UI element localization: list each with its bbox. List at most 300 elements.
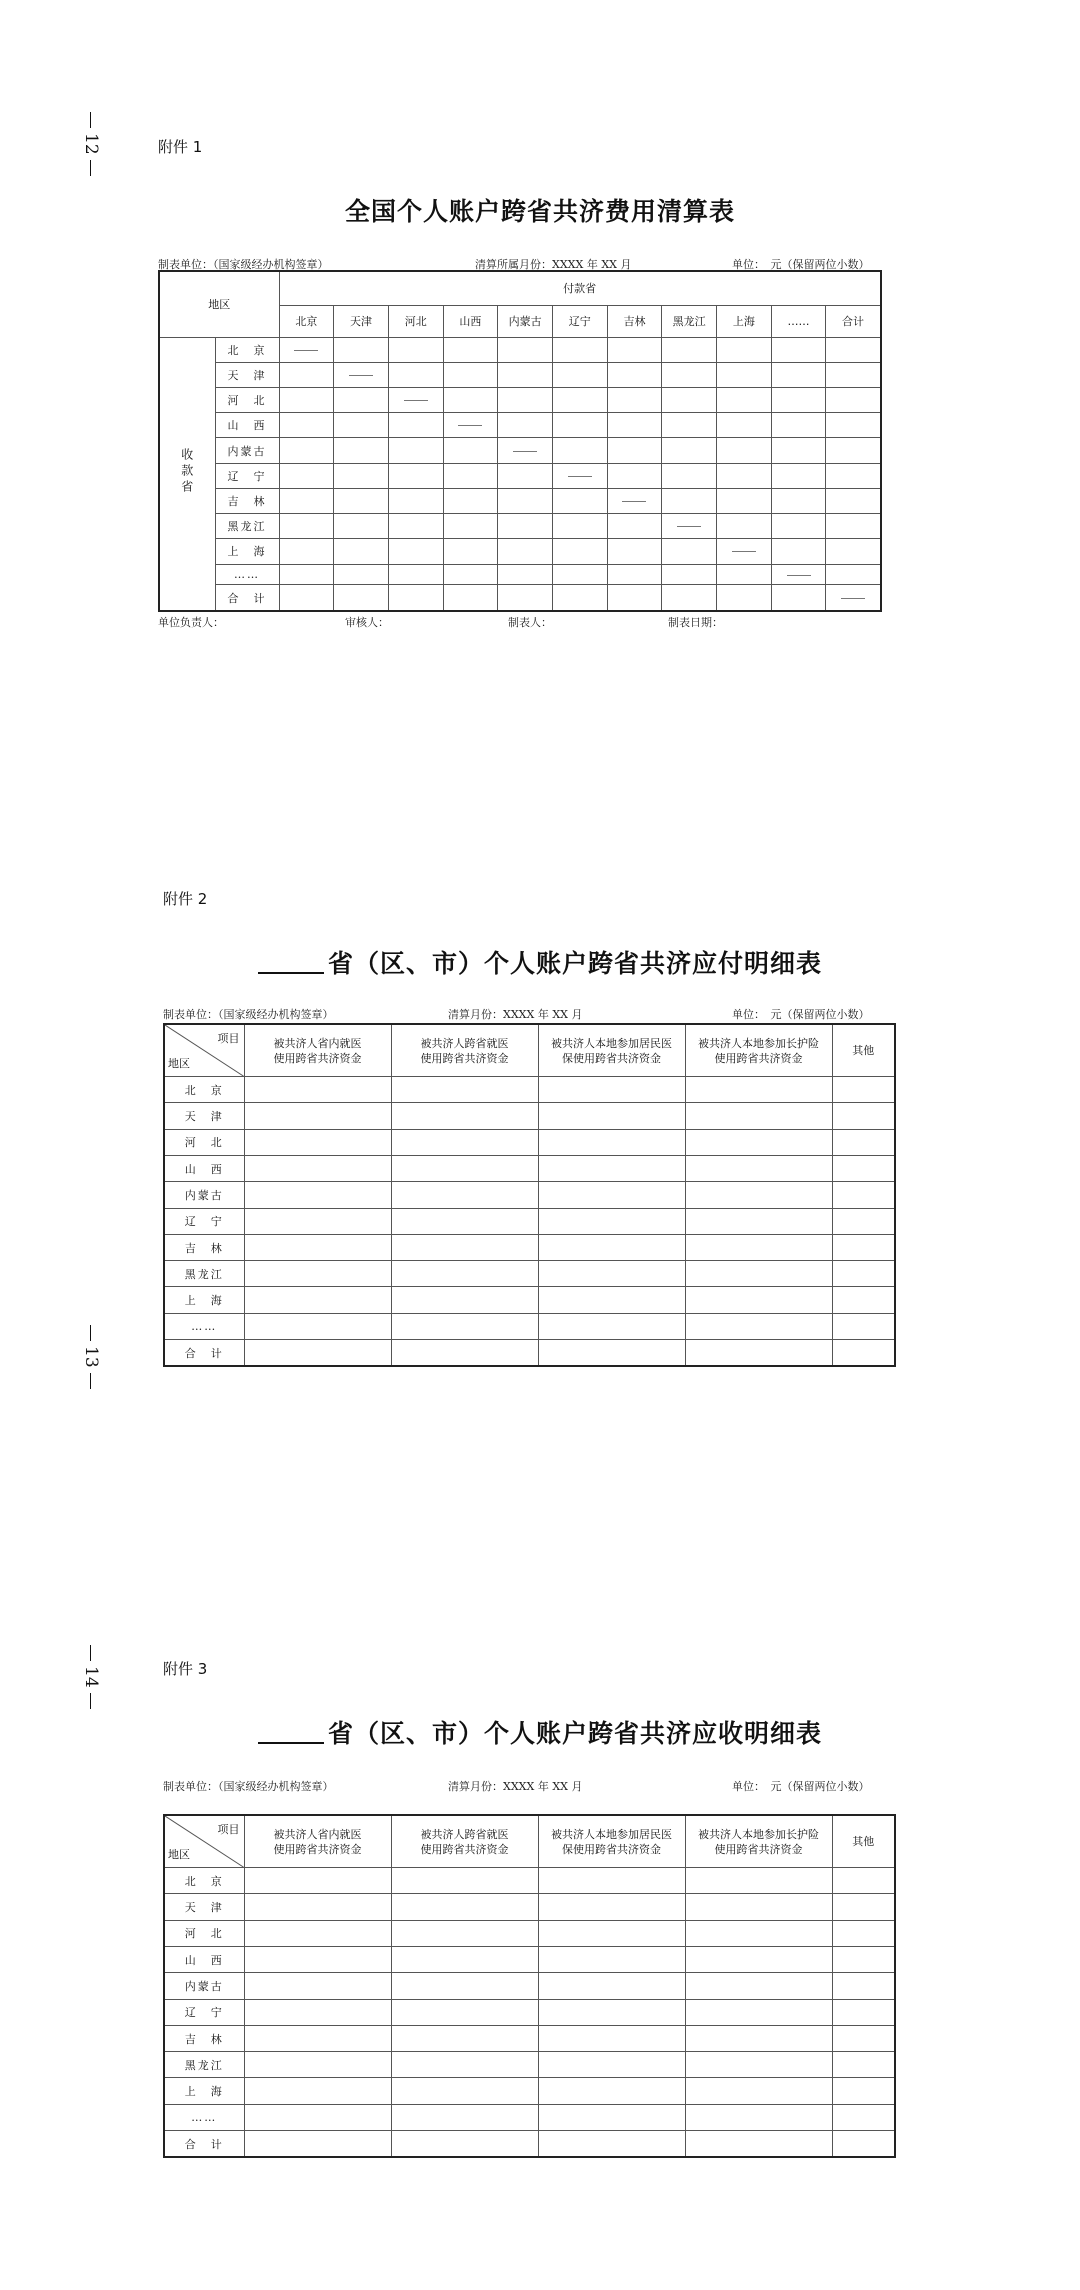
page-title (0, 1714, 1080, 1750)
table-cell (685, 1103, 832, 1129)
table-cell (662, 463, 717, 488)
table-cell (771, 413, 826, 438)
header-row (159, 271, 881, 305)
table-row (159, 539, 881, 564)
table-cell (771, 463, 826, 488)
settlement-month: 清算月份：XXXX 年 XX 月 (448, 1008, 583, 1021)
table-cell (826, 337, 881, 362)
table-cell (334, 585, 389, 611)
pay-province-header: 合计 (826, 305, 881, 337)
column-header (832, 1024, 895, 1077)
page-number-14 (80, 1645, 100, 1709)
table-row (164, 1261, 895, 1287)
table-cell (279, 413, 334, 438)
pay-province-header: 北京 (279, 305, 334, 337)
corner-item-label: 项目 (217, 1032, 240, 1045)
footer-reviewer: 审核人： (345, 616, 389, 629)
table-cell (538, 2025, 685, 2051)
table-cell (832, 1313, 895, 1339)
region-name: 河 北 (164, 1129, 244, 1155)
table-cell (685, 2052, 832, 2078)
pay-province-header: 黑龙江 (662, 305, 717, 337)
table-cell (334, 488, 389, 513)
table-cell (244, 1999, 391, 2025)
table-row (164, 1103, 895, 1129)
table-row (164, 1287, 895, 1313)
region-name: …… (164, 1313, 244, 1339)
prepared-by-unit: 制表单位：（国家级经办机构签章） (163, 1780, 334, 1793)
table-cell (771, 514, 826, 539)
table-cell (826, 585, 881, 611)
prepared-by-unit: 制表单位：（国家级经办机构签章） (163, 1008, 334, 1021)
table-row (164, 1234, 895, 1260)
page-number-13 (80, 1325, 100, 1389)
table-cell (662, 514, 717, 539)
pay-province-header: 河北 (388, 305, 443, 337)
table-cell (279, 463, 334, 488)
table-cell (391, 1261, 538, 1287)
table-row (164, 1920, 895, 1946)
table-cell (443, 337, 498, 362)
table-cell (391, 1287, 538, 1313)
column-header-line: 保使用跨省共济资金 (562, 1051, 661, 1065)
table-cell (685, 1129, 832, 1155)
receive-province-name: 黑龙江 (215, 514, 279, 539)
receive-province-name: …… (215, 564, 279, 585)
table-cell (538, 1287, 685, 1313)
table-cell (498, 488, 553, 513)
table-cell (552, 514, 607, 539)
table-cell (685, 1077, 832, 1103)
column-header-line: 使用跨省共济资金 (273, 1842, 362, 1856)
table-cell (391, 1920, 538, 1946)
column-header-line: 被共济人本地参加长护险 (698, 1827, 819, 1841)
table-row (164, 1340, 895, 1366)
table-cell (538, 1103, 685, 1129)
table-cell (279, 564, 334, 585)
table-cell (391, 1208, 538, 1234)
table-cell (388, 387, 443, 412)
table-cell (771, 337, 826, 362)
region-name: 辽 宁 (164, 1999, 244, 2025)
annex-label: 附件 3 (163, 1660, 208, 1678)
table-cell (244, 1287, 391, 1313)
table-cell (771, 438, 826, 463)
table-cell (334, 362, 389, 387)
table-cell (685, 2131, 832, 2157)
table-cell (391, 1129, 538, 1155)
table-cell (685, 1973, 832, 1999)
table-cell (498, 564, 553, 585)
dash-mark (841, 598, 865, 599)
settlement-month: 清算所属月份：XXXX 年 XX 月 (475, 258, 632, 271)
column-header (244, 1024, 391, 1077)
table-cell (832, 1973, 895, 1999)
dash-mark (349, 375, 373, 376)
header-row (164, 1815, 895, 1868)
table-cell (552, 488, 607, 513)
region-name: 山 西 (164, 1947, 244, 1973)
table-cell (498, 438, 553, 463)
table-cell (244, 1313, 391, 1339)
table-cell (826, 438, 881, 463)
table-cell (388, 463, 443, 488)
table-cell (388, 438, 443, 463)
column-header-line: 使用跨省共济资金 (714, 1051, 803, 1065)
settlement-month: 清算月份：XXXX 年 XX 月 (448, 1780, 583, 1793)
receive-province-name: 河 北 (215, 387, 279, 412)
table-row (164, 1077, 895, 1103)
table-cell (244, 1234, 391, 1260)
region-name: 吉 林 (164, 2025, 244, 2051)
currency-unit: 单位： 元（保留两位小数） (732, 1780, 870, 1793)
table-cell (607, 438, 662, 463)
column-header (244, 1815, 391, 1868)
table-cell (607, 488, 662, 513)
region-name: 黑龙江 (164, 1261, 244, 1287)
table-cell (662, 387, 717, 412)
page-title (0, 944, 1080, 980)
table-cell (244, 1340, 391, 1366)
table-cell (388, 413, 443, 438)
table-row (164, 2078, 895, 2104)
table-cell (685, 1156, 832, 1182)
table-cell (552, 585, 607, 611)
table-cell (717, 438, 772, 463)
table-cell (334, 463, 389, 488)
table-cell (388, 539, 443, 564)
table-cell (244, 1920, 391, 1946)
receive-province-name: 上 海 (215, 539, 279, 564)
page-number: 12 (81, 133, 101, 155)
table-cell (334, 539, 389, 564)
pay-province-header: 山西 (443, 305, 498, 337)
table-cell (244, 1868, 391, 1894)
title-text: 省（区、市）个人账户跨省共济应付明细表 (327, 949, 822, 978)
table-row (159, 514, 881, 539)
table-cell (391, 1234, 538, 1260)
table-row (164, 1947, 895, 1973)
region-name: 黑龙江 (164, 2052, 244, 2078)
region-name: 上 海 (164, 2078, 244, 2104)
table-cell (607, 413, 662, 438)
receivable-detail-table (163, 1814, 896, 2158)
footer-unit-head: 单位负责人： (158, 616, 224, 629)
table-cell (662, 564, 717, 585)
table-row (164, 1156, 895, 1182)
receive-province-name: 天 津 (215, 362, 279, 387)
table-row (159, 387, 881, 412)
table-cell (662, 488, 717, 513)
page-number-12 (80, 112, 100, 176)
table-cell (498, 463, 553, 488)
receive-province-name: 吉 林 (215, 488, 279, 513)
table-cell (717, 463, 772, 488)
table-cell (538, 1313, 685, 1339)
table-cell (244, 1156, 391, 1182)
region-name: …… (164, 2104, 244, 2130)
column-header (538, 1024, 685, 1077)
table-row (159, 438, 881, 463)
table-cell (685, 2025, 832, 2051)
table-cell (538, 1894, 685, 1920)
table-cell (538, 1947, 685, 1973)
table-cell (391, 1313, 538, 1339)
table-cell (391, 1894, 538, 1920)
table-cell (391, 1947, 538, 1973)
table-cell (244, 1973, 391, 1999)
table-cell (538, 1920, 685, 1946)
table-cell (279, 488, 334, 513)
table-cell (538, 2052, 685, 2078)
table-cell (244, 2078, 391, 2104)
table-cell (552, 337, 607, 362)
table-cell (685, 1947, 832, 1973)
dash-mark (677, 526, 701, 527)
table-cell (443, 463, 498, 488)
table-cell (771, 585, 826, 611)
table-cell (498, 387, 553, 412)
table-cell (391, 1340, 538, 1366)
table-cell (552, 564, 607, 585)
dash-mark (404, 400, 428, 401)
table-row (159, 564, 881, 585)
dash-mark (787, 575, 811, 576)
table-cell (685, 1261, 832, 1287)
table-cell (334, 564, 389, 585)
region-name: 内蒙古 (164, 1973, 244, 1999)
table-cell (832, 2104, 895, 2130)
table-row (164, 1182, 895, 1208)
table-cell (832, 1103, 895, 1129)
table-cell (552, 387, 607, 412)
table-cell (771, 387, 826, 412)
dash-mark (622, 501, 646, 502)
table-cell (443, 514, 498, 539)
table-cell (607, 337, 662, 362)
table-cell (388, 514, 443, 539)
table-cell (391, 2052, 538, 2078)
column-header (391, 1815, 538, 1868)
receive-province-name: 内蒙古 (215, 438, 279, 463)
table-cell (443, 387, 498, 412)
table-cell (826, 488, 881, 513)
table-cell (391, 1103, 538, 1129)
table-row (159, 362, 881, 387)
table-cell (538, 1999, 685, 2025)
dash-mark (568, 476, 592, 477)
corner-cell (164, 1815, 244, 1868)
clearing-table (158, 270, 882, 612)
table-cell (391, 1973, 538, 1999)
pay-province-header: 天津 (334, 305, 389, 337)
table-cell (443, 413, 498, 438)
column-header-line: 使用跨省共济资金 (273, 1051, 362, 1065)
table-cell (662, 438, 717, 463)
table-cell (685, 2104, 832, 2130)
column-header-line: 使用跨省共济资金 (420, 1051, 509, 1065)
table-cell (244, 1182, 391, 1208)
table-row (164, 2052, 895, 2078)
table-cell (334, 438, 389, 463)
currency-unit: 单位： 元（保留两位小数） (732, 1008, 870, 1021)
prepared-by-unit: 制表单位：（国家级经办机构签章） (158, 258, 329, 271)
table-cell (498, 585, 553, 611)
table-cell (826, 539, 881, 564)
table-cell (717, 387, 772, 412)
annex-label: 附件 2 (163, 890, 208, 908)
table-cell (498, 539, 553, 564)
table-cell (771, 564, 826, 585)
table-cell (538, 1868, 685, 1894)
table-cell (717, 488, 772, 513)
page-number: 13 (81, 1346, 101, 1368)
table-row (159, 337, 881, 362)
table-cell (771, 362, 826, 387)
table-cell (832, 1999, 895, 2025)
table-cell (826, 564, 881, 585)
pay-province-header: 上海 (717, 305, 772, 337)
table-row (159, 585, 881, 611)
region-name: 北 京 (164, 1868, 244, 1894)
pay-province-header: 内蒙古 (498, 305, 553, 337)
blank-line (258, 950, 324, 974)
table-cell (538, 2104, 685, 2130)
table-cell (832, 1868, 895, 1894)
table-cell (685, 1287, 832, 1313)
table-cell (552, 438, 607, 463)
table-cell (552, 362, 607, 387)
table-cell (244, 2104, 391, 2130)
table-cell (391, 1868, 538, 1894)
table-row (164, 1894, 895, 1920)
table-row (164, 1208, 895, 1234)
table-cell (334, 413, 389, 438)
table-cell (388, 337, 443, 362)
region-name: 天 津 (164, 1894, 244, 1920)
column-header (832, 1815, 895, 1868)
table-cell (279, 539, 334, 564)
table-cell (388, 564, 443, 585)
table-cell (244, 1129, 391, 1155)
table-cell (607, 564, 662, 585)
footer-date: 制表日期： (668, 616, 723, 629)
table-cell (607, 463, 662, 488)
region-name: 内蒙古 (164, 1182, 244, 1208)
table-cell (443, 564, 498, 585)
table-row (159, 488, 881, 513)
table-cell (391, 2078, 538, 2104)
table-cell (662, 362, 717, 387)
vertical-label: 收款省 (179, 448, 194, 497)
table-cell (662, 539, 717, 564)
table-cell (832, 1894, 895, 1920)
region-name: 上 海 (164, 1287, 244, 1313)
table-row (164, 2104, 895, 2130)
column-header-line: 被共济人本地参加居民医 (551, 1036, 672, 1050)
pay-province-header: …… (771, 305, 826, 337)
table-cell (538, 2078, 685, 2104)
table-cell (607, 514, 662, 539)
column-header-line: 使用跨省共济资金 (420, 1842, 509, 1856)
region-name: 北 京 (164, 1077, 244, 1103)
table-cell (717, 539, 772, 564)
table-cell (832, 1340, 895, 1366)
table-cell (685, 1868, 832, 1894)
table-cell (832, 1287, 895, 1313)
table-cell (538, 1340, 685, 1366)
table-cell (662, 413, 717, 438)
receive-province-name: 合 计 (215, 585, 279, 611)
table-cell (498, 362, 553, 387)
table-cell (832, 1920, 895, 1946)
blank-line (258, 1720, 324, 1744)
table-cell (717, 564, 772, 585)
table-cell (826, 387, 881, 412)
table-cell (244, 1103, 391, 1129)
table-cell (832, 1947, 895, 1973)
table-cell (279, 514, 334, 539)
column-header-line: 被共济人省内就医 (273, 1827, 362, 1841)
corner-region-label: 地区 (168, 1057, 190, 1071)
region-name: 辽 宁 (164, 1208, 244, 1234)
table-cell (244, 2052, 391, 2078)
table-cell (391, 1077, 538, 1103)
table-cell (607, 585, 662, 611)
table-cell (279, 585, 334, 611)
corner-region-label: 地区 (168, 1848, 190, 1862)
table-cell (498, 337, 553, 362)
table-cell (832, 2078, 895, 2104)
column-header-line: 使用跨省共济资金 (714, 1842, 803, 1856)
footer-preparer: 制表人： (508, 616, 552, 629)
table-cell (826, 514, 881, 539)
dash-mark (458, 425, 482, 426)
table-cell (832, 2052, 895, 2078)
page-title: 全国个人账户跨省共济费用清算表 (344, 197, 735, 226)
receive-province-name: 辽 宁 (215, 463, 279, 488)
payable-detail-table (163, 1023, 896, 1367)
dash-mark (294, 350, 318, 351)
page-number: 14 (81, 1666, 101, 1688)
receive-province-name: 北 京 (215, 337, 279, 362)
table-cell (391, 2131, 538, 2157)
table-row (164, 2025, 895, 2051)
header-row (164, 1024, 895, 1077)
table-cell (607, 539, 662, 564)
table-cell (334, 387, 389, 412)
table-cell (685, 1340, 832, 1366)
table-cell (443, 362, 498, 387)
table-row (164, 1868, 895, 1894)
table-cell (771, 539, 826, 564)
column-header-line: 被共济人跨省就医 (420, 1827, 509, 1841)
table-cell (244, 1208, 391, 1234)
header-region: 地区 (159, 271, 279, 337)
table-cell (244, 1894, 391, 1920)
table-cell (538, 1182, 685, 1208)
dash-mark (513, 451, 537, 452)
table-cell (826, 362, 881, 387)
table-row (164, 1313, 895, 1339)
region-name: 合 计 (164, 1340, 244, 1366)
table-cell (279, 362, 334, 387)
table-cell (552, 413, 607, 438)
table-row (164, 2131, 895, 2157)
table-cell (832, 1208, 895, 1234)
table-cell (443, 488, 498, 513)
region-name: 河 北 (164, 1920, 244, 1946)
